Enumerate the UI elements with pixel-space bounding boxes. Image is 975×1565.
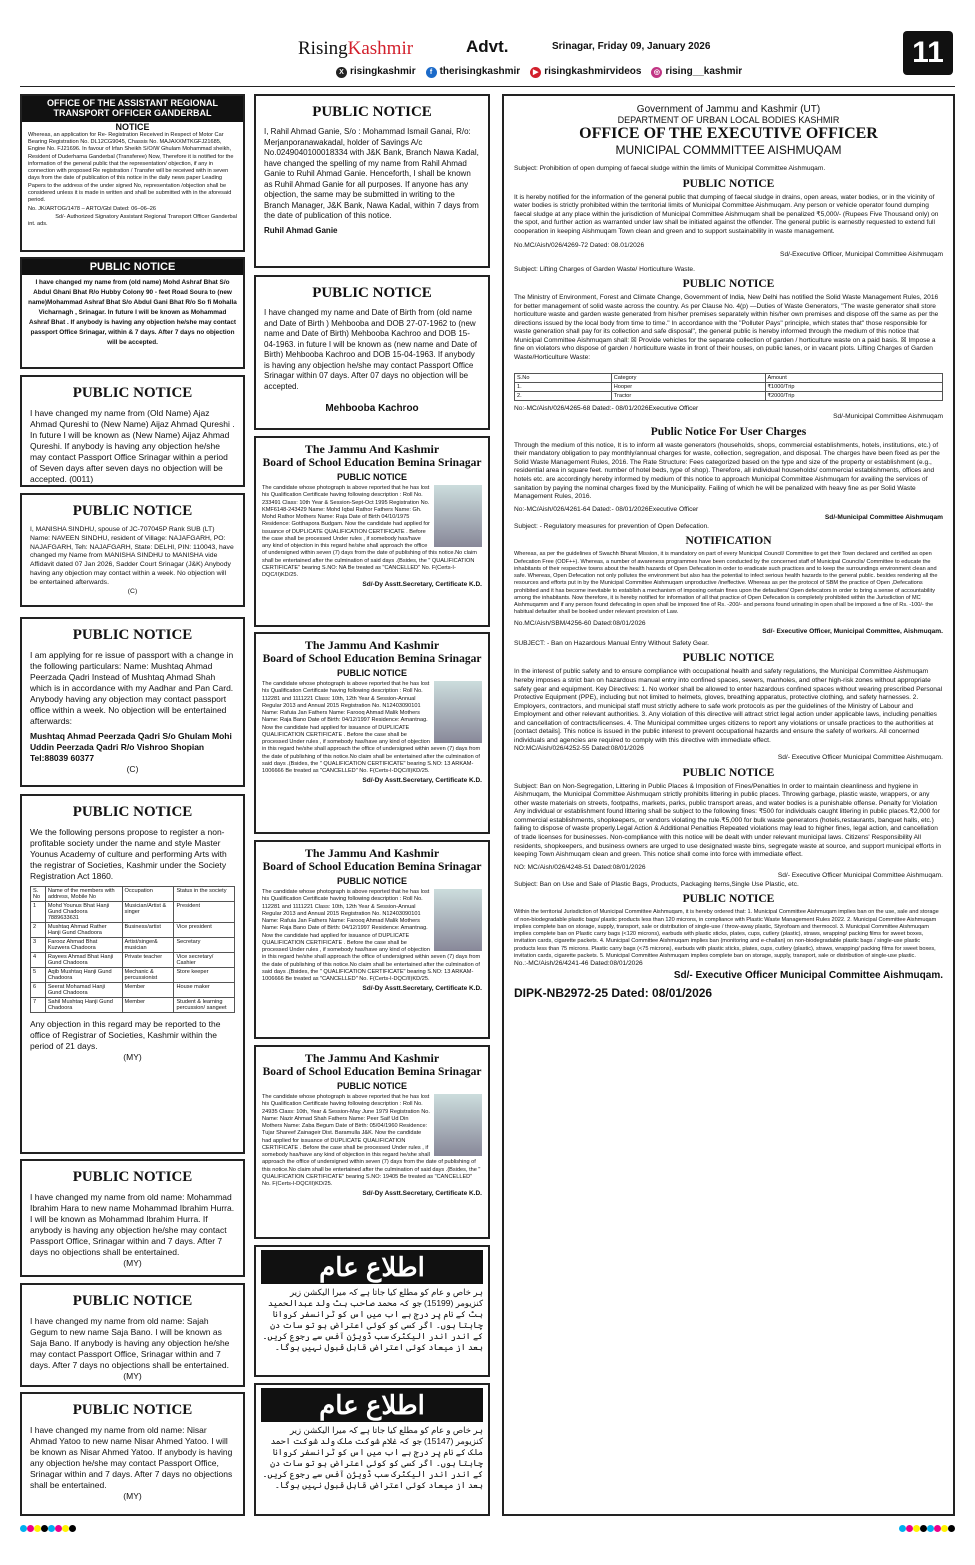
board-location: Board of School Education Bemina Srinagar — [262, 653, 482, 665]
bose-notice-2 — [254, 632, 490, 834]
table-cell: Hooper — [611, 382, 765, 391]
table-cell: 2. — [515, 391, 612, 400]
sajah-body: I have changed my name from old name: Sajah Gegum to new name Saja Bano. I will be known as Saja Bano. If anybody is having any objection he/she may contact Passport Office, Srinagar within and 7 days. After 7 days no objections shall be entertained. — [30, 1316, 230, 1371]
table-cell: Tractor — [611, 391, 765, 400]
ajaz-body: I have changed my name from (Old Name) Ajaz Ahmad Qureshi to (New Name) Aijaz Ahmad Qureshi . In future I will be known as (New Name) Aijaz Ahmad Qureshi. If anybody is having any objection he/she may contact Passport Office Srinagar within a period of Seven days after seven days no objection will be accepted. (0011) — [30, 408, 235, 485]
social-handle: rising__kashmir — [665, 66, 743, 77]
urdu-body-2: ہر خاص و عام کو مطلع کیا جاتا ہے کہ میرا الیکشن زیر کنزیومر (15147) جو کہ غلام شوکت ملک ولد شوکت احمد ملک کے نام پر درج ہے اب میں اس کو ٹرانسفر کروانا چاہتا ہوں۔ اگر کسی کو کوئی اعتراض ہو تو سات دن کے اندر اندر الیکٹرک سب ڈویژن آفس سے رجوع کریں۔ بعد از میعاد کوئی اعتراض قابل قبول نہیں ہوگا۔ — [262, 1425, 483, 1491]
board-name: The Jammu And Kashmir — [304, 638, 440, 652]
table-row — [31, 998, 235, 1013]
notice-2-ref: No:-MC/Aish/026/4265-68 Dated:- 08/01/2026Executive Officer — [514, 404, 699, 412]
facebook-icon: f — [426, 67, 437, 78]
table-cell: Business/artist — [122, 923, 174, 938]
table-cell: President — [174, 902, 235, 923]
notice-7-body: Within the territorial Jurisdiction of Municipal Committee Aishmuqam, it is hereby ordered that: 1. Municipal Committee Aishmuqam implies ban on the use, sale and storage of non-biodegradable plastic bags/ plastic products less than 120 microns, in compliance with Plastic Waste Management Rules 2022. 2. Municipal Committee Aishmuqam implies complete ban on storage, supply, transport, sale or distribution of single-use / throw-away plastic, Styrofoam and thermocol. 3. Municipal Committee Aishmuqam implies complete ban on Plastic carry bags (<120 microns), earbuds with plastic sticks, plates, cups, cutlery (plastic), straws, wrapping/ packing films for sweet boxes, invitation cards, cigarette packets. 4. Municipal Committee Aishmuqam implies ban (monitoring and e-challan) on non-biodegradable plastic bags / single-use plastic products less than 75 microns. Plastic carry bags (<75 microns), earbuds with plastic sticks, plates, cups, cutlery (plastic), straws, wrapping/ packing films for sweet boxes, invitation cards, cigarette packets. 5. Municipal Committee Aishmuqam implies complete ban on storage, supply, transport, sale or distribution of single-use plastic. — [514, 909, 939, 959]
urdu-notice-2 — [254, 1383, 490, 1516]
notice-1-title: PUBLIC NOTICE — [682, 177, 775, 190]
notice-1-ref: No.MC/Aish/026/4269-72 Dated: 08.01/2026 — [514, 242, 645, 250]
ajaz-notice — [20, 375, 245, 487]
table-header-cell: S. No — [31, 887, 46, 902]
table-row — [31, 953, 235, 968]
rahil-title: PUBLIC NOTICE — [312, 104, 432, 120]
table-cell: Rayees Ahmad Bhat Hanji Gund Chadoora — [45, 953, 122, 968]
table-cell: Artist/singer& musician — [122, 938, 174, 953]
gov-line: Government of Jammu and Kashmir (UT) — [636, 104, 821, 115]
notice-7-signature: Sd/- Executive Officer Municipal Committee Aishmuqam. — [673, 969, 943, 981]
social-links — [336, 66, 742, 78]
manisha-tag: (C) — [127, 587, 138, 595]
table-cell: Secretary — [174, 938, 235, 953]
society-notice — [20, 794, 245, 1154]
notice-7-title: PUBLIC NOTICE — [682, 893, 775, 906]
mehbooba-title: PUBLIC NOTICE — [312, 285, 432, 301]
nisar-notice — [20, 1392, 245, 1516]
table-cell: Aqib Mushtaq Hanji Gund Chadoora — [45, 968, 122, 983]
notice-signature: Sd/-Dy Asstt.Secretary, Certificate K.D. — [362, 1190, 482, 1198]
ibrahim-notice — [20, 1159, 245, 1277]
social-link — [336, 66, 416, 78]
committee-title: MUNICIPAL COMMMITTEE AISHMUQAM — [615, 143, 842, 157]
notice-5-ref: NO:MC/Aish/026/4252-55 Dated:08/01/2026 — [514, 745, 644, 753]
society-outro: Any objection in this regard may be reported to the office of Registrar of Societies, Kashmir within the period of 21 days. — [30, 1019, 221, 1052]
bose-notice-1 — [254, 436, 490, 627]
table-cell: Vice president — [174, 923, 235, 938]
notice-body: The candidate whose photograph is above reported that he has lost his Qualification Certificate having following description : Roll No. 112281 and 1111221 Class: 10th, 12th Year & Session-Annual Regular 2013 and Annual 2015 Registration No. N12403090101 Name: Rafuia Jan Fathers Name: Farooq Ahmad Malik Mothers Name: Raja Bano Date of Birth: 04/12/1997 Residence: Amantnag. Now the candidate had applied for issuance of DUPLICATE QUALIFICATION CERTIFICATE . Before the case shall be processed Under rules , if somebody has/have any kind of objection in this regard he/she shall approach the office of undersigned within seven (7) days from the date of publishing of this notice.No claim shall be entertained after the culmination of said days .(Bsides, the " QUALIFICATION CERTIFICATE" bearing S.NO: 13 ARKAM-1006666 Be treated as "CANCELLED" No. F(Certs-I-DQC/II)KD/25. — [262, 681, 481, 775]
mushtaq-title: PUBLIC NOTICE — [72, 627, 193, 643]
notice-3-signature: Sd/-Municipal Committee Aishmuqam — [824, 514, 943, 522]
section-label: Advt. — [466, 37, 509, 56]
subject-5: SUBJECT: - Ban on Hazardous Manual Entry Without Safety Gear. — [514, 639, 709, 647]
subject-7: Subject: Ban on Use and Sale of Plastic Bags, Products, Packaging Items,Single Use Plastic, etc. — [514, 880, 799, 888]
nisar-title: PUBLIC NOTICE — [72, 1402, 193, 1418]
ashraf-notice — [20, 257, 245, 369]
table-cell: Member — [122, 983, 174, 998]
ibrahim-body: I have changed my name from old name: Mohammad Ibrahim Hara to new name Mohammad Ibrahim Hurra. I will be known as Mohammad Ibrahim Hurra. If anybody is having any objection he/she may contact Passport Office, Srinagar within and 7 days. After 7 days no objections shall be entertained. — [30, 1192, 235, 1258]
table-cell: Store keeper — [174, 968, 235, 983]
table-cell: 7 — [31, 998, 46, 1013]
table-cell: Private teacher — [122, 953, 174, 968]
notice-6-signature: Sd/- Executive Officer Municipal Committee Aishmuqam. — [777, 872, 943, 880]
notice-5-signature: Sd/- Executive Officer Municipal Committee Aishmuqam. — [777, 754, 943, 762]
society-intro: We the following persons propose to register a non-profitable society under the name and style Master Younus Academy of culture and performing Arts with the registrar of Societies, Kashmir under the Society Registration Act 1860. — [30, 827, 227, 882]
notice-signature: Sd/-Dy Asstt.Secretary, Certificate K.D. — [362, 581, 482, 589]
table-cell: Mohd Younus Bhat Hanji Gund Chadoora 7889633631 — [45, 902, 122, 923]
board-name: The Jammu And Kashmir — [304, 1051, 440, 1065]
board-location: Board of School Education Bemina Srinagar — [262, 1066, 482, 1078]
table-row — [31, 938, 235, 953]
manisha-title: PUBLIC NOTICE — [72, 503, 193, 519]
ajaz-title: PUBLIC NOTICE — [72, 385, 193, 401]
notice-body: The candidate whose photograph is above reported that he has lost his Qualification Certificate having following description : Roll No. 233491 Class: 10th Year & Session-Sept-Oct 1995 Registration No. KMF6148-243429 Name: Mohd Iqbal Rathor Fathers Name: Gh. Mohd Rathor Mothers Name: Raja Date of Birth 04/10/1975 Residence: Gotthapora Budgam. Now the candidate had applied for issuance of DUPLICATE QUALIFICATION CERTIFICATE . Before the case shall be processed Under rules , if somebody has/have any kind of objection in this regard he/she shall approach the office of undersigned within seven (7) days from the date of publishing of this notice.No claim shall be entertained after the culmination of said days .(Bsides, the " QUALIFICATION CERTIFICATE" bearing S.NO: NA Be treated as "CANCELLED" No. F(Certs-I-DQC/II)KD/25. — [262, 485, 477, 579]
dipk-number: DIPK-NB2972-25 Dated: 08/01/2026 — [514, 985, 713, 1000]
notice-body: The candidate whose photograph is above reported that he has lost his Qualification Certificate having following description : Roll No. 24935 Class: 10th, Year & Session-May June 1979 Registration No. Name: Nazir Ahmad Shah Fathers Name: Peer Saif Ud Din Mothers Name: Zaba Begum Date of Birth: 05/04/1960 Residence: Tujar Shareef Zainageir Dist. Baramulla J&K. Now the candidate had applied for issuance of DUPLICATE QUALIFICATION CERTIFICATE . Before the case shall be processed Under rules , if somebody has/have any kind of objection in this regard he/she shall approach the office of undersigned within seven (7) days from the date of publishing of this notice.No claim shall be entertained after the culmination of said days .(Bsides, the " QUALIFICATION CERTIFICATE" bearing S.NO: 19405 Be treated as "CANCELLED" No. F(Certs-I-DQC/II)KD/25. — [262, 1094, 481, 1188]
notice-4-body: Whereas, as per the guidelines of Swachh Bharat Mission, it is mandatory on part of every Municipal Council/ Committee to get their Town declared and certified as open Defecation Free (ODF++). Whereas, a number of awareness programmes have been conducted by the concerned staff of Municipal Councils/ Committee to educate the inhabitants of their respective towns about the health hazards of Open Defecation in order to eradicate such practices and to keep the surroundings environment clean and safe. Whereas, Open Defecation not only pollutes the environment but also has the potential to infect serious health hazards to the general public. besides rendering all the resources and efforts put in by the Municipal Committee Aishmuqam unproductive /ineffective. Whereas as per the protocol of SBM the practice of Open ,Defecations prohibited and it has become inevitable to establish a mechanism of imposing certain fines upon the defaulters/ Open defecators in order to bring a sense of accountability among the inhabitants. Now therefore, it is hereby notified for information of all that practice of Open Defecation is completely prohibited within the Jurisdiction of MC Aishmuqamm and if any person found defecating in open shall be imposed fine of Rs. -200/- and persons found urinating in open shall be imposed a fine of Rs. -100/- the habitual defaulter shall be booked under relevant provision of Law. — [514, 551, 938, 616]
notice-title: PUBLIC NOTICE — [336, 1081, 407, 1091]
sajah-title: PUBLIC NOTICE — [72, 1293, 193, 1309]
board-name: The Jammu And Kashmir — [304, 442, 440, 456]
table-cell: Mechanic & percussionist — [122, 968, 174, 983]
sajah-tag: (MY) — [123, 1371, 142, 1382]
rto-ads: int. ads. — [28, 220, 48, 227]
mehbooba-body: I have changed my name and Date of Birth from (old name and Date of Birth ) Mehbooba and DOB 27-07-1962 to (new name and Date of Birth) Mehbooba Kachroo and DOB 15-04-1963. in future I will be known as (new name and Date of Birth) Mehbooba Kachroo and DOB 15-04-1963. If anybody is having any objection he/she may contact Passport Office Srinagar within 07 days. After 07 days no objection will be accepted. — [264, 308, 478, 391]
manisha-notice — [20, 493, 245, 607]
mushtaq-tag: (C) — [126, 764, 139, 775]
social-handle: risingkashmir — [350, 66, 416, 77]
notice-body: The candidate whose photograph is above reported that he has lost his Qualification Certificate having following description : Roll No. 112281 and 1111221 Class: 10th, 12th Year & Session-Annual Regular 2013 and Annual 2015 Registration No. N12403090101 Name: Rafuia Jan Fathers Name: Farooq Ahmad Malik Mothers Name: Raja Bano Date of Birth: 04/12/1997 Residence: Amantnag. Now the candidate had applied for issuance of DUPLICATE QUALIFICATION CERTIFICATE . Before the case shall be processed Under rules , if somebody has/have any kind of objection in this regard he/she shall approach the office of undersigned within seven (7) days from the date of publishing of this notice.No claim shall be entertained after the culmination of said days .(Bsides, the " QUALIFICATION CERTIFICATE" bearing S.NO: 13 ARKAM-1006666 Be treated as "CANCELLED" No. F(Certs-I-DQC/II)KD/25. — [262, 889, 481, 983]
notice-2-body: The Ministry of Environment, Forest and Climate Change, Government of India, New Delhi has notified the Solid Waste Management Rules, 2016 for better management of solid waste across the country. As per Clause No. 4(p) —Duties of Waste Generators, "The waste generator shall store horticulture waste and garden waste generated from his/her premises separately within his/her own premises and dispose off the same as per the directions issued by the local body from time to time." In accordance with the "Polluter Pays" principle, which states that" those responsible for waste generation shall pay for its collection and safe disposal", the general public is hereby informed through the medium of this notice that Municipal Committee Aishmuqam shall: ☒ Provide vehicles for the separate collection of garden / horticulture waste on a paid basis. ☒ Impose a fine on violators who dispose of garden / horticulture waste in front of their houses, on public lanes, or in vacant plots. Lifting Charges of Garden Waste/Horticulture Waste: — [514, 294, 939, 361]
table-cell: 3 — [31, 938, 46, 953]
nisar-body: I have changed my name from old name: Nisar Ahmad Yatoo to new name Nisar Ahmed Yatoo. I will be known as Nisar Ahmed Yatoo. If anybody is having any objection he/she may contact Passport Office, Srinagar within and 7 days. After 7 days no objections shall be entertained. — [30, 1425, 233, 1491]
x-icon: X — [336, 67, 347, 78]
mushtaq-body: I am applying for re issue of passport with a change in the following particulars: Name: Mushtaq Ahmad Peerzada Qadri Instead of Mushtaq Ahmad Shah which is in accordance with my Aadhar and Pan Card. Anybody having any objection may contact passport office within a week. No objection will be entertained afterwards: — [30, 650, 234, 727]
notice-2-signature: Sd/-Municipal Committee Aishmuqam — [833, 413, 943, 421]
notice-6-title: PUBLIC NOTICE — [682, 766, 775, 779]
table-cell: 2 — [31, 923, 46, 938]
municipal-notice — [502, 94, 955, 1516]
rahil-body: I, Rahil Ahmad Ganie, S/o : Mohammad Ismail Ganai, R/o: Merjanporanawakadal, holder of Savings A/c No.0249040100018334 with J&K Bank, Branch Nawa Kadal, have changed the spelling of my name from Rahil Ahmad Ganie to Ruhil Ahmad Ganie. Henceforth, I shall be known as Ruhil Ahmad Ganie for all purposes. If anyone has any objection, the same may be submitted in writing to the Branch Manager, J&K Bank, Nawa Kadal, within 7 days from the date of publication of this notice. — [264, 127, 479, 221]
table-cell: House maker — [174, 983, 235, 998]
table-cell: 1 — [31, 902, 46, 923]
table-cell: Musician/Artist & singer — [122, 902, 174, 923]
notice-3-ref: No:-MC/Aish/026/4261-64 Dated:- 08/01/2026Executive Officer — [514, 505, 699, 513]
office-title: OFFICE OF THE EXECUTIVE OFFICER — [579, 125, 878, 142]
table-cell: 1. — [515, 382, 612, 391]
notice-title: PUBLIC NOTICE — [336, 472, 407, 482]
nisar-tag: (MY) — [123, 1491, 142, 1502]
urdu-heading-1: اطلاع عام — [261, 1250, 483, 1284]
table-cell: ₹1000/Trip — [765, 382, 943, 391]
bose-notice-3 — [254, 840, 490, 1039]
ashraf-banner: PUBLIC NOTICE — [22, 259, 243, 275]
table-row — [31, 923, 235, 938]
notice-signature: Sd/-Dy Asstt.Secretary, Certificate K.D. — [362, 777, 482, 785]
table-row — [515, 382, 943, 391]
table-cell: 5 — [31, 968, 46, 983]
notice-4-signature: Sd/- Executive Officer, Municipal Committee, Aishmuqam. — [762, 628, 943, 636]
rto-ref: No. JK/ARTOG/1478 – ARTO/Gbl Dated: 06–06–26 — [28, 206, 157, 213]
candidate-photo — [434, 1094, 482, 1156]
society-members-table — [30, 886, 235, 1013]
social-link — [651, 66, 742, 78]
notice-5-body: In the interest of public safety and to ensure compliance with occupational health and safety regulations, the Municipal Committee Aishmuqam hereby imposes a strict ban on hazardous manual entry into confined spaces, sewers, manholes, and other high-risk zones without appropriate safety gear and equipment. Key Directives: 1. No worker shall be allowed to enter hazardous confined spaces without wearing prescribed Personal Protective Equipment (PPE), including but not limited to helmets, gloves, breathing apparatus, protective clothing, and safety harnesses. 2. Employers, contractors, and municipal staff must strictly adhere to safe work protocols as per the guidelines of the Ministry of Labour and Employment and other relevant authorities. 3. Any violation of this directive will attract strict legal action under applicable laws, including penalties and cancellation of contracts/licenses. 4. The Municipal committee urges citizens to report any violations or unsafe practices to the authorities at [contact details]. This notice is issued in the public interest to prevent occupational hazards and ensure the safety of workers. All concerned individuals and agencies are required to comply with this directive with immediate effect. — [514, 668, 943, 744]
social-handle: therisingkashmir — [439, 66, 521, 77]
mehbooba-notice — [254, 275, 490, 430]
table-cell: Farooz Ahmad Bhat Kuzwera Chadoora — [45, 938, 122, 953]
dept-line: DEPARTMENT OF URBAN LOCAL BODIES KASHMIR — [617, 115, 840, 125]
board-name: The Jammu And Kashmir — [304, 846, 440, 860]
social-link — [530, 66, 641, 78]
table-cell: Sahil Mushtaq Hanji Gund Chadoora — [45, 998, 122, 1013]
table-cell: Mushtaq Ahmad Rather Hanji Gund Chadoora — [45, 923, 122, 938]
subject-1: Subject: Prohibition of open dumping of faecal sludge within the limits of Municipal Committee Aishmuqam. — [514, 165, 826, 172]
urdu-heading-2: اطلاع عام — [261, 1388, 483, 1422]
ashraf-body: I have changed my name from (old name) Mohd Ashraf Bhat S/o Abdul Ghani Bhat R/o Hubby Colony 90 - feet Road Soura to (new name)Mohammad Ashraf Bhat S/o Abdul Gani Bhat R/o So fi Mohalla Vicharnagh , Srinagar. In future I will be known as Mohammad Ashraf Bhat . If anybody is having any objection he/she may contact passport Office Srinagar, within & 7 days. After 7 days no objection will be accepted. — [28, 279, 237, 346]
table-cell: Member — [122, 998, 174, 1013]
table-row — [31, 902, 235, 923]
brand-logo: RisingKashmir — [298, 38, 414, 59]
bose-notice-4 — [254, 1045, 490, 1239]
rahil-notice — [254, 94, 490, 268]
rto-banner: OFFICE OF THE ASSISTANT REGIONAL TRANSPORT OFFICER GANDERBAL — [22, 96, 243, 122]
color-registration-marks — [20, 1525, 955, 1533]
rto-notice — [20, 94, 245, 252]
header-divider — [20, 86, 955, 87]
notice-1-body: It is hereby notified for the information of the general public that dumping of faecal sludge in drains, open areas, water bodies, or in the vicinity of water bodies is strictly prohibited within the territorial limits of Municipal Committee Aishmuqam. Any person or vehicle operator found dumping faecal sludge at any place within the jurisdiction of Municipal Committee Aishmuqam shall be penalized ₹5,000/- (Rupees Five Thousand only) on the spot, and further action as warranted under law shall be initiated against the offender. The general public is earnestly requested to extend full cooperation in keeping Aishmuqam Town clean and green and to support sustainability in waste management. — [514, 193, 939, 235]
board-location: Board of School Education Bemina Srinagar — [262, 861, 482, 873]
page-number: 11 — [903, 31, 953, 75]
notice-3-title: Public Notice For User Charges — [650, 425, 807, 438]
notice-6-body: Subject: Ban on Non-Segregation, Littering in Public Places & Imposition of Fines/Penalties In order to maintain cleanliness and hygiene in Aishmuqam, the Municipal Committee Aishmuqam strictly prohibits littering in public places. Throwing garbage, plastic waste, wrappers, or any other waste materials on streets, footpaths, markets, parks, public transport areas, and water bodies is a punishable offense. Penalty for Violation Any individual or establishment found littering shall be subject to the following fines: ₹500 for individuals caught littering in public places.₹2,000 for commercial establishments, shopkeepers, or vendors violating the rule.₹5,000 for bulk waste generators (hotels,restaurants, banquet halls, etc.) failing to dispose of waste properly.Legal Action & Additional Penalties Repeated violations may lead to higher fines, legal action, and cancellation of trade licenses for businesses. Non-compliance with this notice will be dealt with under relevant municipal laws. Citizens' Responsibility All residents, shopkeepers, and business owners are urged to use designated waste bins, segregate waste at source, and support municipal efforts in keeping Town Aishmuqam clean and green. This notice shall come into force with immediate effect. — [514, 782, 941, 859]
cmyk-marks-right — [899, 1525, 955, 1533]
table-header-cell: Category — [611, 373, 765, 382]
notice-7-ref: No.:-MC/Aish/26/4241-46 Dated:08/01/2026 — [514, 960, 643, 968]
candidate-photo — [434, 681, 482, 743]
notice-signature: Sd/-Dy Asstt.Secretary, Certificate K.D. — [362, 985, 482, 993]
table-header-cell: Status in the society — [174, 887, 235, 902]
subject-4: Subject: - Regulatory measures for prevention of Open Defecation. — [514, 522, 709, 530]
table-cell: Vice secretary/ Cashier — [174, 953, 235, 968]
sajah-notice — [20, 1283, 245, 1387]
rahil-signature: Ruhil Ahmad Ganie — [264, 225, 338, 235]
candidate-photo — [434, 485, 482, 547]
masthead — [0, 28, 975, 88]
notice-title: PUBLIC NOTICE — [336, 876, 407, 886]
ibrahim-tag: (MY) — [123, 1258, 142, 1269]
notice-5-title: PUBLIC NOTICE — [682, 652, 775, 665]
social-link — [426, 66, 521, 78]
notice-4-ref: No.MC/Aish/SBM/4256-60 Dated:08/01/2026 — [514, 619, 646, 627]
cmyk-marks-left — [20, 1525, 76, 1533]
board-location: Board of School Education Bemina Srinagar — [262, 457, 482, 469]
urdu-notice-1 — [254, 1245, 490, 1377]
urdu-body-1: ہر خاص و عام کو مطلع کیا جاتا ہے کہ میرا الیکشن زیر کنزیومر (15199) جو کہ محمد صاحب بٹ ولد عبدالحمید بٹ کے نام پر درج ہے اب میں اس کو ٹرانسفر کروانا چاہتا ہوں۔ اگر کسی کو کوئی اعتراض ہو تو سات دن کے اندر اندر الیکٹرک سب ڈویژن آفس سے رجوع کریں۔ بعد از میعاد کوئی اعتراض قابل قبول نہیں ہوگا۔ — [262, 1287, 483, 1353]
notice-6-ref: NO: MC/Aish/026/4248-51 Dated:08/01/2026 — [514, 863, 646, 871]
table-header-cell: Name of the members with address, Mobile No — [45, 887, 122, 902]
table-row — [31, 983, 235, 998]
notice-1-signature: Sd/-Executive Officer, Municipal Committee Aishmuqam — [780, 250, 943, 258]
table-cell: Seerat Mohamad Hanji Gund Chadoora — [45, 983, 122, 998]
social-handle: risingkashmirvideos — [544, 66, 642, 77]
notice-3-body: Through the medium of this notice, It is to inform all waste generators (households, shops, commercial establishments, hotels, institutions, etc.) of their mandatory obligation to pay monthly/annual charges for waste, collection, segregation, and disposal. The charges have been fixed as per the Solid Waste Management Rules, 2016. The Rate Structure: Fees categorized based on the type and size of the property or establishment (e.g., residential area in square feet. number of hotel beds, type of shop). Therefore, all individual households/ commercial establishments, offices and hotels etc. are accordingly hereby informed by medium of this notice to approach Municipal Committee Aishmuqam for availing the services of sanitation by paying the nominal charges fixed by the Municipality. Failing of which he will be penalized with heavy fine as per Solid Waste Management Rules, 2016. — [514, 441, 940, 501]
mushtaq-notice — [20, 617, 245, 787]
table-cell: 4 — [31, 953, 46, 968]
mushtaq-signature: Mushtaq Ahmad Peerzada Qadri S/o Ghulam Mohi Uddin Peerzada Qadri R/o Vishroo Shopian Tel:88039 60377 — [30, 731, 232, 764]
table-header-cell: Occupation — [122, 887, 174, 902]
notice-4-title: NOTIFICATION — [685, 535, 772, 548]
rto-signature: Sd/- Authorized Signatory Assistant Regional Transport Officer Ganderbal — [55, 213, 237, 220]
table-cell: Student & learning percussion/ sangeet — [174, 998, 235, 1013]
rto-body: Whereas, an application for Re- Registration Received in Respect of Motor Car Bearing Registration No. DL12CG9045, Chassis No. MAJAXXMTKGFJ21685, Engine No. FJ21696. In favour of Irfan Sheikh S/O/W Ghulam Mohammad sheikh, Resident of Duderhama Ganderbal (Transferee) Now, Therefore it is notified for the information of the general public that the representation/ objection, if any in connection with proposed Re registration / Transfer will be received with in seven days from the date of publication of this notice in the daily news paper Leading Papers to the address of the under signed No, representation /objection shall be considered unless it is made in written and shall be submitted with in the aforesaid period. — [28, 131, 234, 204]
society-tag: (MY) — [123, 1052, 142, 1063]
society-title: PUBLIC NOTICE — [72, 804, 193, 820]
youtube-icon: ▶ — [530, 67, 541, 78]
table-cell: 6 — [31, 983, 46, 998]
table-row — [31, 968, 235, 983]
ibrahim-title: PUBLIC NOTICE — [72, 1169, 193, 1185]
fee-table — [514, 373, 943, 401]
candidate-photo — [434, 889, 482, 951]
manisha-body: I, MANISHA SINDHU, spouse of JC-707045P Rank SUB (LT) Name: NAVEEN SINDHU, resident of Village: NAJAFGARH, PO: NAJAFGARH, Teh: NAJAFGARH, State: DELHI, PIN: 110043, have changed my Name from MANISHA SINDHU to MANISHA vide Affidavit dated 07 Jan 2026, Sadder Court Srinagar (J&K) Anybody having any objection may contact within a week. No objection will be entertained afterwards. — [30, 526, 234, 586]
issue-date: Srinagar, Friday 09, January 2026 — [552, 41, 711, 52]
notice-2-title: PUBLIC NOTICE — [682, 278, 775, 291]
instagram-icon: ◎ — [651, 67, 662, 78]
table-cell: ₹2000/Trip — [765, 391, 943, 400]
table-header-cell: Amount — [765, 373, 943, 382]
table-header-cell: S.No — [515, 373, 612, 382]
notice-title: PUBLIC NOTICE — [336, 668, 407, 678]
rto-title: NOTICE — [115, 121, 150, 132]
subject-2: Subject: Lifting Charges of Garden Waste/ Horticulture Waste. — [514, 265, 695, 273]
table-row — [515, 391, 943, 400]
mehbooba-signature: Mehbooba Kachroo — [325, 403, 419, 415]
